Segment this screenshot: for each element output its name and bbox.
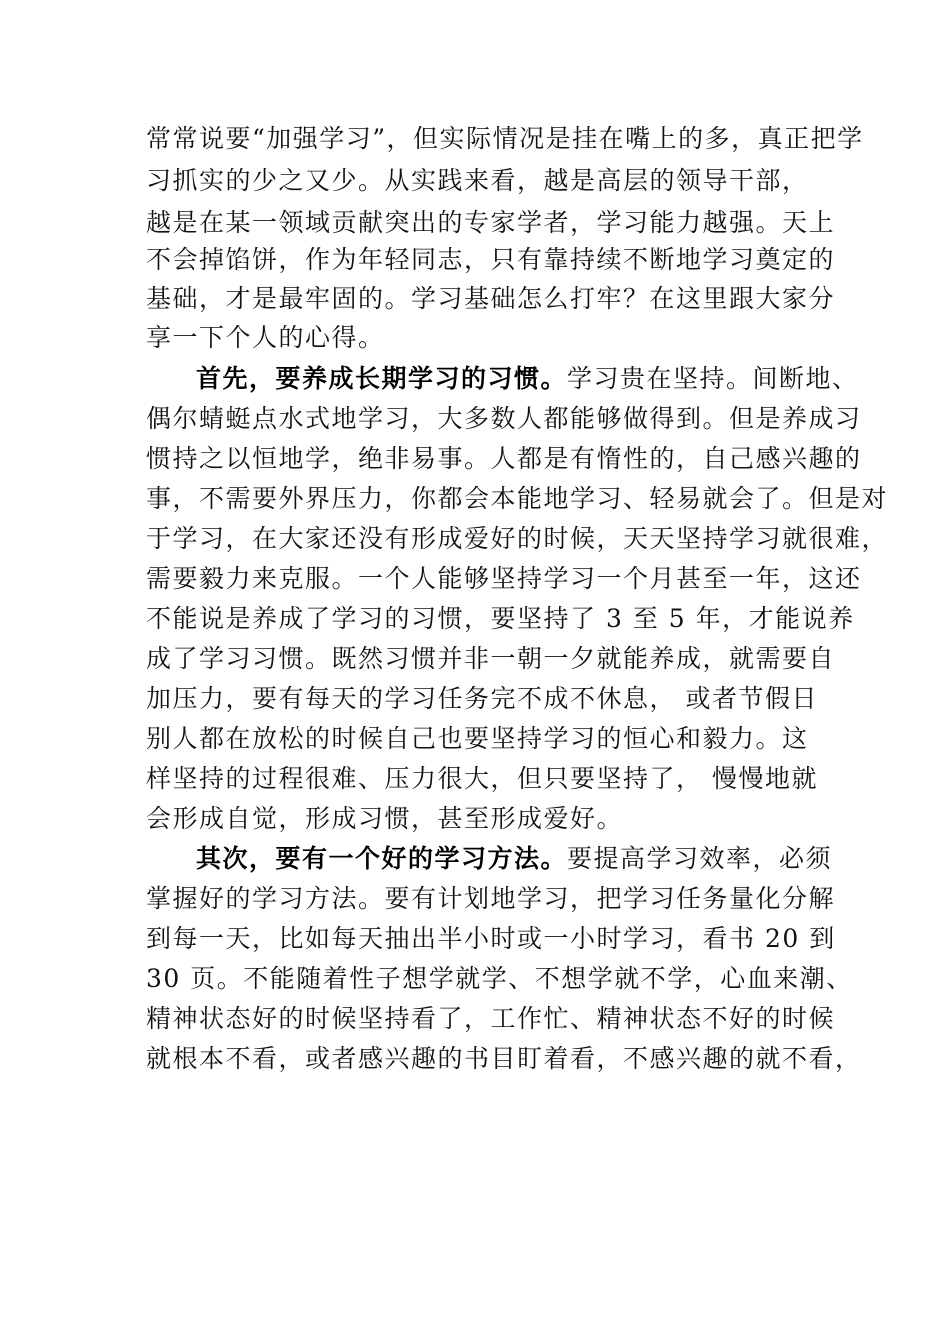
text-line: 精神状态好的时候坚持看了，工作忙、精神状态不好的时候: [146, 1004, 836, 1033]
text-line: 成了学习习惯。既然习惯并非一朝一夕就能养成，就需要自: [146, 644, 836, 673]
text-line: 事，不需要外界压力，你都会本能地学习、轻易就会了。但是对: [146, 484, 889, 513]
text-line: 不能说是养成了学习的习惯，要坚持了 3 至 5 年，才能说养: [146, 604, 855, 633]
section-heading: 其次，要有一个好的学习方法。: [196, 844, 568, 873]
text-line: 于学习，在大家还没有形成爱好的时候，天天坚持学习就很难，: [146, 524, 889, 553]
text-line: 掌握好的学习方法。要有计划地学习，把学习任务量化分解: [146, 884, 836, 913]
paragraph-first-line: [196, 364, 859, 394]
text-line: 30 页。不能随着性子想学就学、不想学就不学，心血来潮、: [146, 964, 853, 993]
text-line: 偶尔蜻蜓点水式地学习，大多数人都能够做得到。但是养成习: [146, 404, 862, 433]
text-line: 享一下个人的心得。: [146, 323, 385, 352]
text-run: 要提高学习效率，必须: [567, 844, 833, 873]
section-heading: 首先，要养成长期学习的习惯。: [196, 364, 568, 393]
text-line: 越是在某一领域贡献突出的专家学者，学习能力越强。天上: [146, 208, 836, 237]
text-line: 习抓实的少之又少。从实践来看，越是高层的领导干部，: [146, 166, 809, 195]
text-line: 常常说要“加强学习”，但实际情况是挂在嘴上的多，真正把学: [146, 124, 864, 153]
text-line: 基础，才是最牢固的。学习基础怎么打牢？在这里跟大家分: [146, 284, 836, 313]
text-line: 到每一天，比如每天抽出半小时或一小时学习，看书 20 到: [146, 924, 836, 953]
paragraph-first-line: [196, 844, 832, 874]
text-line: 样坚持的过程很难、压力很大，但只要坚持了， 慢慢地就: [146, 764, 818, 793]
text-line: 需要毅力来克服。一个人能够坚持学习一个月甚至一年，这还: [146, 564, 862, 593]
text-run: 学习贵在坚持。间断地、: [567, 364, 859, 393]
text-line: 惯持之以恒地学，绝非易事。人都是有惰性的，自己感兴趣的: [146, 444, 862, 473]
text-line: 就根本不看，或者感兴趣的书目盯着看，不感兴趣的就不看，: [146, 1044, 862, 1073]
text-line: 别人都在放松的时候自己也要坚持学习的恒心和毅力。这: [146, 724, 809, 753]
text-line: 加压力，要有每天的学习任务完不成不休息， 或者节假日: [146, 684, 818, 713]
text-line: 会形成自觉，形成习惯，甚至形成爱好。: [146, 804, 624, 833]
text-line: 不会掉馅饼，作为年轻同志，只有靠持续不断地学习奠定的: [146, 245, 836, 274]
